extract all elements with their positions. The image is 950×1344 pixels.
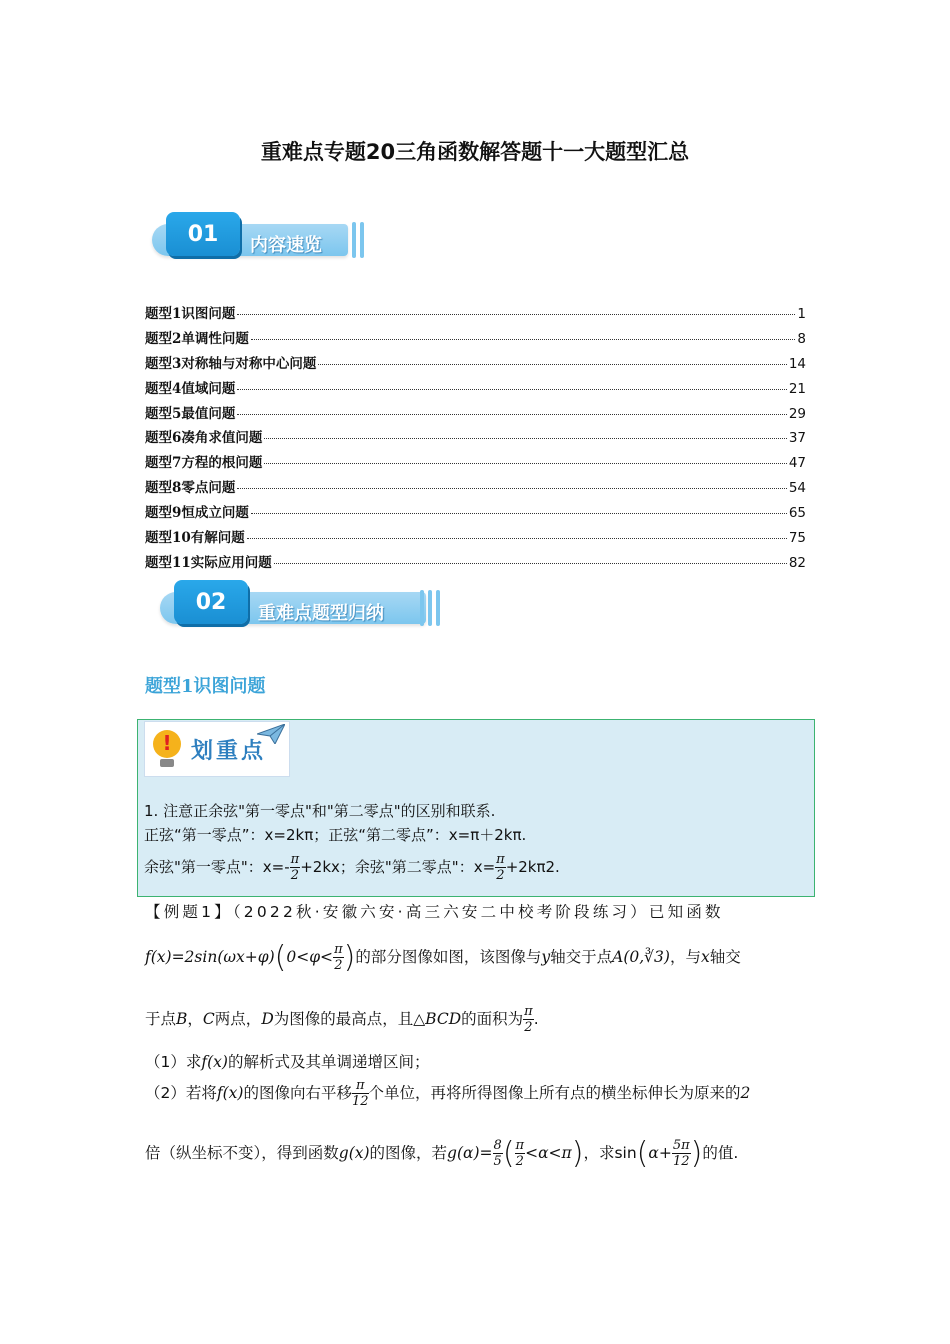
banner-label: 内容速览 — [250, 235, 322, 256]
paper-plane-icon — [257, 724, 285, 744]
banner-number: 02 — [174, 580, 248, 624]
section-banner-types — [152, 580, 442, 630]
example-line-2: f(x)=2sin(ωx+φ)(0<φ< $\frac{\pi}{2}$ )的部分图像如图，该图像与y轴交于点A(0,∛3)，与x轴交 — [145, 940, 741, 975]
toc-item[interactable]: 题型1识图问题 1 — [145, 306, 806, 322]
toc-item[interactable]: 题型2单调性问题 8 — [145, 330, 806, 347]
example-heading: 【例题1】（2022秋·安徽六安·高三六安二中校考阶段练习）已知函数 — [145, 903, 724, 921]
question-2-line-2: 倍（纵坐标不变），得到函数g(x)的图像，若g(α)= $\frac{8}{5}$ ( $\frac{\pi}{2}$ <α<π)，求sin(α+ $\frac{5\pi}{12}$ )的值. — [145, 1136, 739, 1171]
table-of-contents — [145, 302, 806, 576]
lightbulb-icon — [153, 730, 181, 758]
question-2-line-1: （2）若将f(x)的图像向右平移 $\frac{\pi}{12}$ 个单位，再将所得图像上所有点的横坐标伸长为原来的2 — [145, 1078, 751, 1109]
toc-item[interactable]: 题型10有解问题 75 — [145, 530, 806, 547]
toc-item[interactable]: 题型8零点问题 54 — [145, 480, 806, 497]
banner-label: 重难点题型归纳 — [258, 603, 384, 624]
toc-item[interactable]: 题型4值域问题 21 — [145, 380, 806, 397]
toc-item[interactable]: 题型3对称轴与对称中心问题 14 — [145, 355, 806, 372]
toc-item[interactable]: 题型9恒成立问题 65 — [145, 505, 806, 522]
key-line-3: 余弦"第一零点"：x=- $\frac{\pi}{2}$ +2kx；余弦"第二零点"：x= $\frac{\pi}{2}$ +2kπ2. — [144, 852, 560, 883]
toc-item[interactable]: 题型7方程的根问题 47 — [145, 455, 806, 472]
key-line-2: 正弦“第一零点”：x=2kπ；正弦“第二零点”：x=π＋2kπ. — [144, 826, 527, 844]
example-line-3: 于点B，C两点，D为图像的最高点，且△BCD的面积为 $\frac{\pi}{2}$ . — [145, 1004, 539, 1035]
section-banner-overview — [152, 212, 370, 262]
page-title: 重难点专题20三角函数解答题十一大题型汇总 — [260, 140, 690, 164]
key-point-tag: ! 划重点 — [144, 721, 290, 777]
question-1: （1）求f(x)的解析式及其单调递增区间； — [145, 1053, 430, 1071]
toc-item[interactable]: 题型6凑角求值问题 37 — [145, 430, 806, 447]
toc-item[interactable]: 题型11实际应用问题 82 — [145, 554, 806, 571]
banner-number: 01 — [166, 212, 240, 256]
key-line-1: 1. 注意正余弦"第一零点"和"第二零点"的区别和联系. — [144, 802, 496, 820]
section-heading: 题型1识图问题 — [145, 676, 266, 697]
key-point-box — [137, 719, 815, 897]
toc-item[interactable]: 题型5最值问题 29 — [145, 405, 806, 422]
